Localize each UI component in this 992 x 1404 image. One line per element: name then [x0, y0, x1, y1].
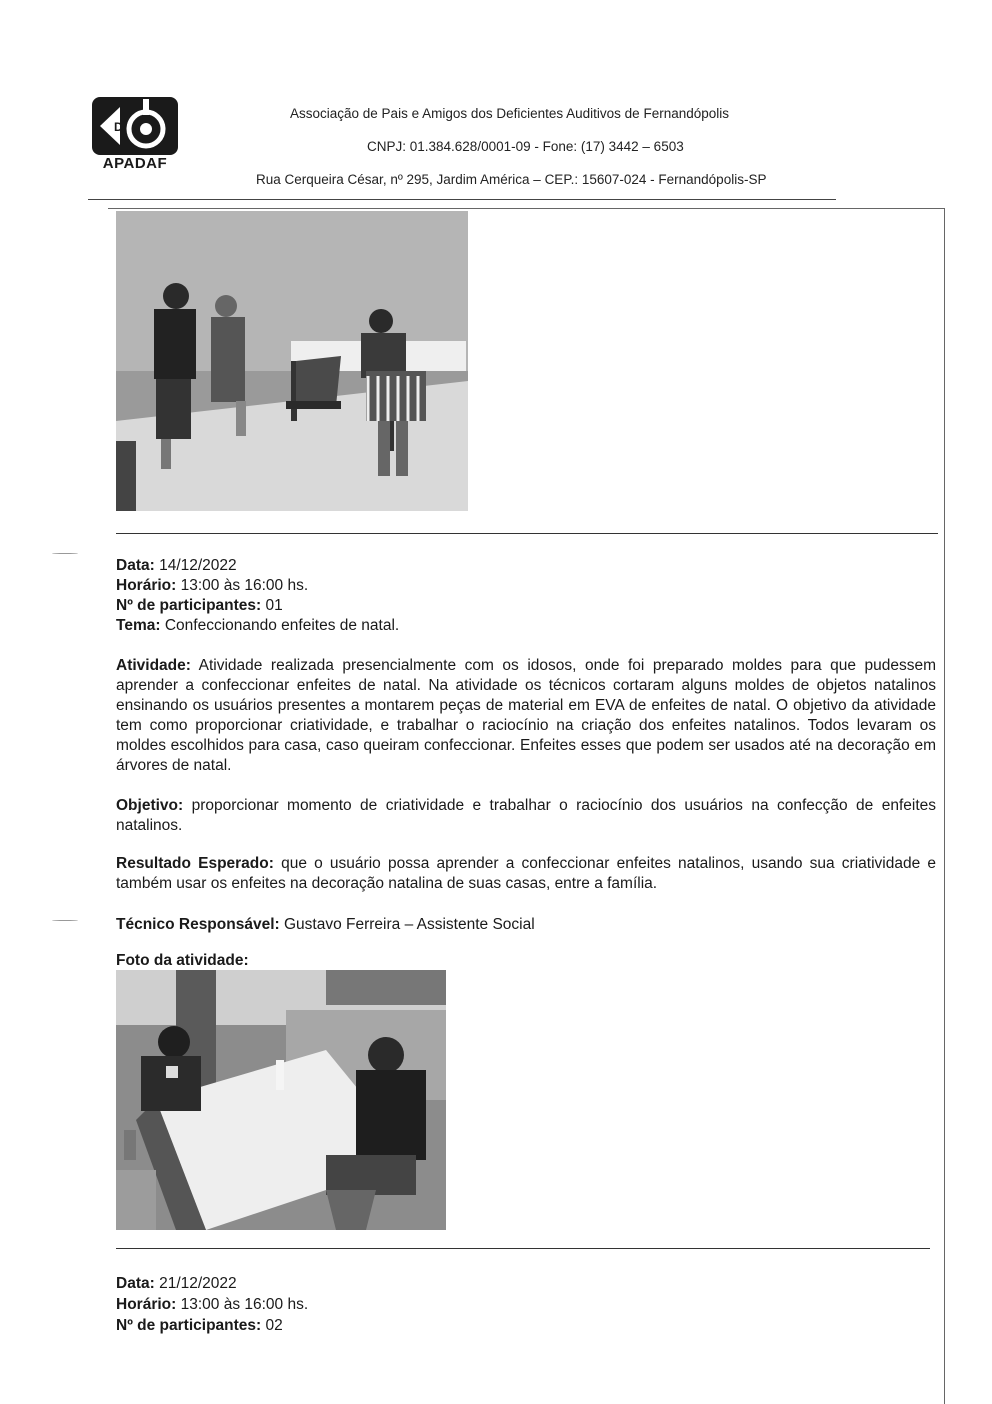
- org-name: Associação de Pais e Amigos dos Deficientes Auditivos de Fernandópolis: [290, 106, 730, 121]
- expected-result-text: que o usuário possa aprender a confeccionar enfeites natalinos, usando sua criatividade e também usar os enfeites na decoração natalina de suas casas, entre a família.: [116, 855, 936, 892]
- logo-text: APADAF: [102, 155, 168, 172]
- entry1-theme: [116, 616, 399, 636]
- time-value: 13:00 às 16:00 hs.: [180, 1296, 309, 1313]
- header-divider: [88, 199, 836, 200]
- technician-label: Técnico Responsável:: [116, 916, 280, 933]
- photo-caption-label: Foto da atividade:: [116, 952, 249, 969]
- entry1-time: [116, 576, 308, 596]
- participants-value: 02: [265, 1317, 283, 1334]
- cnpj-phone: CNPJ: 01.384.628/0001-09 - Fone: (17) 3442 – 6503: [367, 139, 684, 154]
- date-value: 14/12/2022: [159, 557, 237, 574]
- theme-label: Tema:: [116, 617, 161, 634]
- address: Rua Cerqueira César, nº 295, Jardim América – CEP.: 15607-024 - Fernandópolis-SP: [256, 172, 767, 187]
- objective-label: Objetivo:: [116, 797, 184, 814]
- activity-photo-previous: [116, 211, 468, 511]
- scan-mark: [52, 920, 78, 921]
- expected-result-label: Resultado Esperado:: [116, 855, 274, 872]
- date-value: 21/12/2022: [159, 1275, 237, 1292]
- content-frame-right: [944, 208, 945, 1404]
- entry1-activity: [116, 656, 936, 776]
- time-label: Horário:: [116, 577, 177, 594]
- activity-photo: [116, 970, 446, 1230]
- section-divider: [116, 1248, 930, 1249]
- entry1-date: [116, 556, 237, 576]
- entry2-time: [116, 1295, 308, 1315]
- objective-text: proporcionar momento de criatividade e trabalhar o raciocínio dos usuários na confecção de enfeites natalinos.: [116, 797, 937, 834]
- date-label: Data:: [116, 1275, 155, 1292]
- entry2-date: [116, 1274, 237, 1294]
- activity-text: Atividade realizada presencialmente com os idosos, onde foi preparado moldes para que pudessem aprender a confeccionar enfeites de natal. Na atividade os técnicos cortaram alguns moldes de objetos natalinos ensinando os usuários presentes a montarem peças de material em EVA de enfeites de natal. O objetivo da atividade tem como proporcionar criatividade, e trabalhar o raciocínio na criação dos enfeites natalinos. Todos levaram os moldes escolhidos para casa, caso queiram confeccionar. Enfeites esses que podem ser usados até na decoração em árvores de natal.: [116, 657, 937, 774]
- entry1-objective: [116, 796, 936, 836]
- entry2-participants: [116, 1316, 283, 1336]
- participants-value: 01: [265, 597, 283, 614]
- time-value: 13:00 às 16:00 hs.: [180, 577, 309, 594]
- date-label: Data:: [116, 557, 155, 574]
- entry1-technician: [116, 915, 535, 935]
- entry1-expected-result: [116, 854, 936, 894]
- technician-value: Gustavo Ferreira – Assistente Social: [283, 916, 535, 933]
- theme-value: Confeccionando enfeites de natal.: [164, 617, 400, 634]
- svg-text:D: D: [114, 120, 123, 134]
- participants-label: Nº de participantes:: [116, 1317, 262, 1334]
- content-frame-top: [108, 208, 945, 209]
- apadaf-logo: [90, 95, 180, 175]
- activity-label: Atividade:: [116, 657, 191, 674]
- time-label: Horário:: [116, 1296, 177, 1313]
- entry1-participants: [116, 596, 283, 616]
- section-divider: [116, 533, 938, 534]
- participants-label: Nº de participantes:: [116, 597, 262, 614]
- scan-mark: [52, 553, 78, 554]
